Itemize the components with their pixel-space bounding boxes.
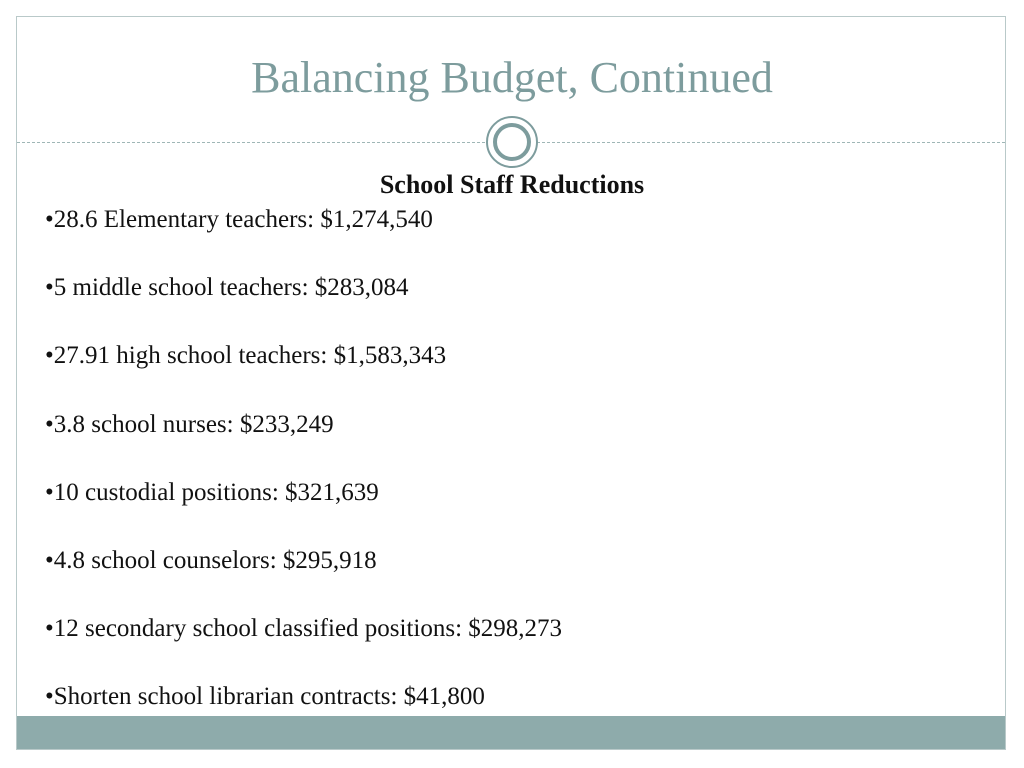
bullet-marker: • xyxy=(45,615,54,643)
bullet-item xyxy=(45,408,985,476)
concentric-circle-inner xyxy=(493,123,531,161)
bullet-text: 12 secondary school classified positions: $298,273 xyxy=(53,615,563,643)
concentric-circle-icon xyxy=(486,116,538,168)
bullet-marker: • xyxy=(45,546,54,574)
bullet-marker: • xyxy=(45,342,54,370)
bullet-item xyxy=(45,544,985,612)
bullet-text: 3.8 school nurses: $233,249 xyxy=(53,410,334,438)
bullet-item xyxy=(45,203,985,271)
bullet-marker: • xyxy=(45,274,54,302)
footer-bar xyxy=(17,716,1005,749)
bullet-text: 4.8 school counselors: $295,918 xyxy=(53,546,377,574)
bullet-text: 28.6 Elementary teachers: $1,274,540 xyxy=(53,206,433,233)
bullet-text: Shorten school librarian contracts: $41,800 xyxy=(53,683,485,711)
bullet-marker: • xyxy=(45,206,54,233)
bullet-marker: • xyxy=(45,478,54,506)
bullet-text: 10 custodial positions: $321,639 xyxy=(53,478,379,506)
bullet-text: 5 middle school teachers: $283,084 xyxy=(53,274,409,302)
bullet-marker: • xyxy=(45,683,54,711)
bullet-item xyxy=(45,612,985,680)
bullet-marker: • xyxy=(45,410,54,438)
bullet-item xyxy=(45,339,985,407)
bullet-item xyxy=(45,476,985,544)
bullet-list xyxy=(45,203,985,749)
bullet-item xyxy=(45,271,985,339)
section-heading: School Staff Reductions xyxy=(379,170,645,199)
slide-title: Balancing Budget, Continued xyxy=(251,53,773,102)
bullet-text: 27.91 high school teachers: $1,583,343 xyxy=(53,342,447,370)
